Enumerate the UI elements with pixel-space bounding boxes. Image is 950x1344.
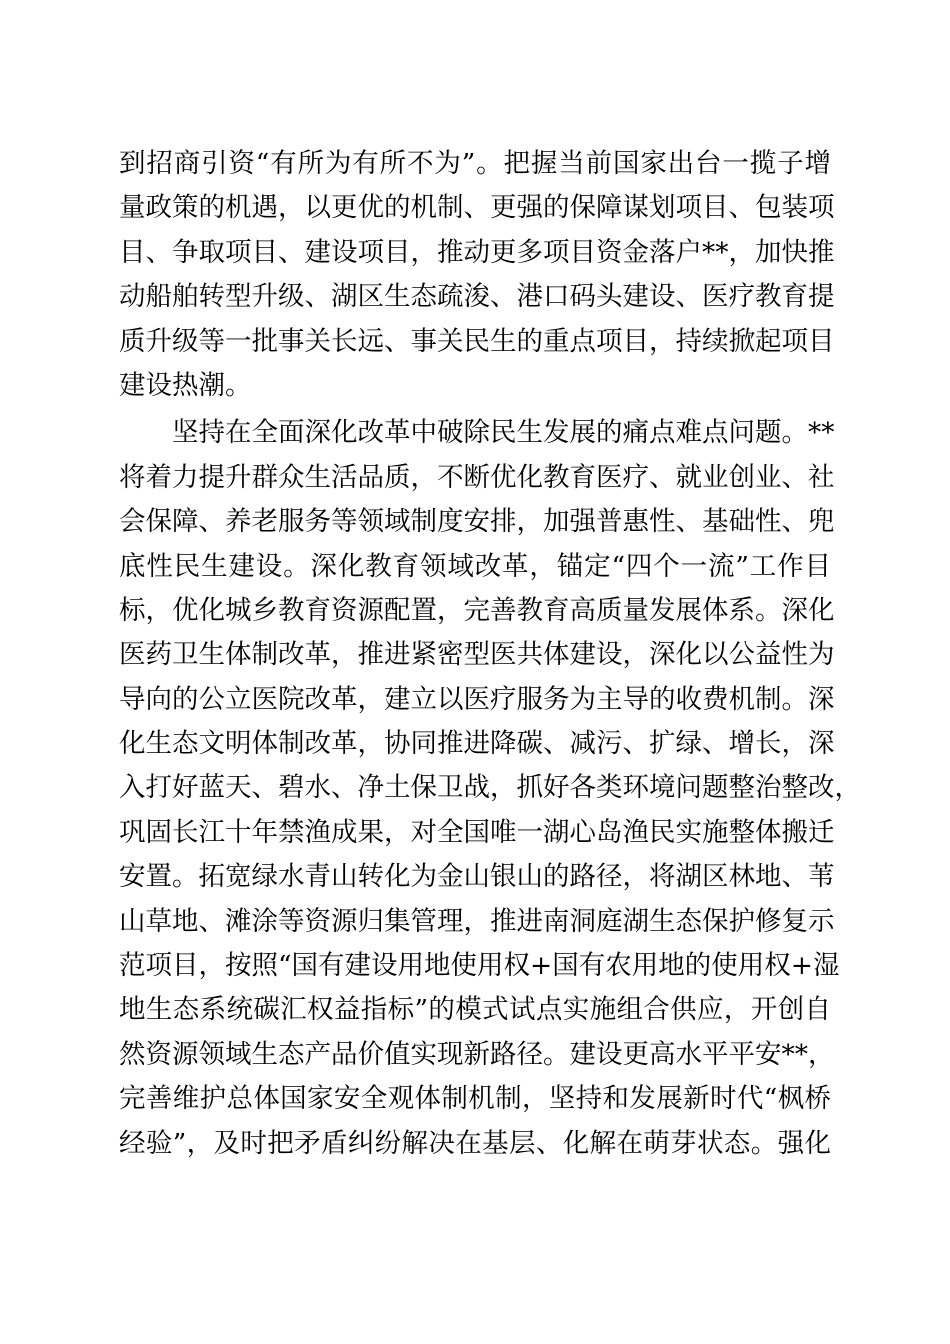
text-line: 到招商引资“有所为有所不为”。把握当前国家出台一揽子增 (119, 148, 831, 179)
text-line: 范项目，按照“国有建设用地使用权+国有农用地的使用权+湿 (119, 950, 840, 982)
text-line: 建设热潮。 (119, 369, 252, 401)
text-line: 动船舶转型升级、湖区生态疏浚、港口码头建设、医疗教育提 (119, 281, 835, 313)
text-line: 山草地、滩涂等资源归集管理，推进南洞庭湖生态保护修复示 (119, 905, 835, 937)
text-line: 标，优化城乡教育资源配置，完善教育高质量发展体系。深化 (119, 594, 835, 626)
text-line: 经验”，及时把矛盾纠纷解决在基层、化解在萌芽状态。强化 (119, 1127, 831, 1159)
text-line: 安置。拓宽绿水青山转化为金山银山的路径，将湖区林地、苇 (119, 861, 835, 893)
text-line: 地生态系统碳汇权益指标”的模式试点实施组合供应，开创自 (119, 994, 831, 1026)
text-line: 目、争取项目、建设项目，推动更多项目资金落户**，加快推 (119, 236, 835, 268)
text-line: 完善维护总体国家安全观体制机制，坚持和发展新时代“枫桥 (119, 1083, 831, 1115)
text-line: 底性民生建设。深化教育领域改革，锚定“四个一流”工作目 (119, 550, 831, 582)
text-line: 质升级等一批事关长远、事关民生的重点项目，持续掀起项目 (119, 325, 835, 357)
text-line: 化生态文明体制改革，协同推进降碳、减污、扩绿、增长，深 (119, 728, 835, 760)
text-line: 入打好蓝天、碧水、净土保卫战，抓好各类环境问题整治整改， (119, 772, 861, 804)
body-text (119, 142, 861, 1166)
text-line: 巩固长江十年禁渔成果，对全国唯一湖心岛渔民实施整体搬迁 (119, 816, 835, 848)
text-line: 将着力提升群众生活品质，不断优化教育医疗、就业创业、社 (119, 461, 835, 493)
paragraph-2 (119, 411, 861, 1166)
text-line: 导向的公立医院改革，建立以医疗服务为主导的收费机制。深 (119, 683, 835, 715)
text-line: 会保障、养老服务等领域制度安排，加强普惠性、基础性、兜 (119, 506, 835, 538)
text-line: 医药卫生体制改革，推进紧密型医共体建设，深化以公益性为 (119, 639, 835, 671)
text-line: 然资源领域生态产品价值实现新路径。建设更高水平平安**， (119, 1038, 835, 1070)
paragraph-1 (119, 142, 835, 408)
text-line: 量政策的机遇，以更优的机制、更强的保障谋划项目、包装项 (119, 192, 835, 224)
text-line: 坚持在全面深化改革中破除民生发展的痛点难点问题。** (172, 417, 835, 449)
